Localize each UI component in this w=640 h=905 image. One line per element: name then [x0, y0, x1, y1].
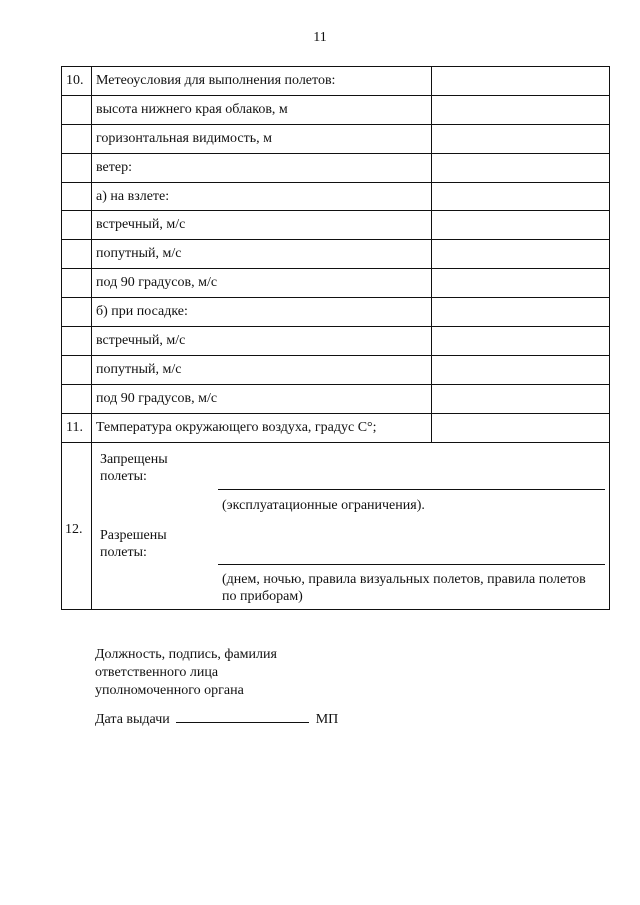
page-number: 11	[313, 30, 327, 45]
value-cell[interactable]	[432, 355, 610, 384]
value-cell[interactable]	[432, 413, 610, 442]
row-label: Метеоусловия для выполнения полетов:	[92, 67, 432, 96]
signature-line-2: ответственного лица	[95, 665, 219, 680]
row-number	[62, 298, 92, 327]
table-row	[62, 211, 610, 240]
row-number	[62, 95, 92, 124]
row-label: ветер:	[92, 153, 432, 182]
forbidden-label-2: полеты:	[100, 468, 147, 484]
row-label: встречный, м/с	[92, 211, 432, 240]
row-label: а) на взлете:	[92, 182, 432, 211]
row-number	[62, 211, 92, 240]
date-label: Дата выдачи	[95, 712, 170, 727]
row-label: под 90 градусов, м/с	[92, 269, 432, 298]
value-cell[interactable]	[432, 211, 610, 240]
value-cell[interactable]	[432, 95, 610, 124]
date-fill-line[interactable]	[176, 710, 309, 723]
row-number: 10.	[62, 67, 92, 96]
row-label: б) при посадке:	[92, 298, 432, 327]
row-number	[62, 153, 92, 182]
row-number	[62, 327, 92, 356]
allowed-label: Разрешены	[100, 527, 167, 543]
value-cell[interactable]	[432, 269, 610, 298]
table-row	[62, 182, 610, 211]
row-number	[62, 240, 92, 269]
table-row-12	[62, 442, 610, 609]
allowed-label-2: полеты:	[100, 544, 147, 560]
table-row	[62, 327, 610, 356]
value-cell[interactable]	[432, 124, 610, 153]
table-row	[62, 67, 610, 96]
row-number	[62, 269, 92, 298]
table-row	[62, 355, 610, 384]
forbidden-note: (эксплуатационные ограничения).	[222, 497, 425, 513]
row-label: высота нижнего края облаков, м	[92, 95, 432, 124]
row-number	[62, 355, 92, 384]
table-row	[62, 298, 610, 327]
row-label: Температура окружающего воздуха, градус С°;	[92, 413, 432, 442]
forbidden-fill-line[interactable]	[218, 489, 605, 490]
allowed-fill-line[interactable]	[218, 564, 605, 565]
meteo-form-table	[61, 66, 610, 610]
allowed-note: (днем, ночью, правила визуальных полетов, правила полетов	[222, 571, 586, 587]
value-cell[interactable]	[432, 298, 610, 327]
forbidden-label: Запрещены	[100, 451, 168, 467]
table-row	[62, 240, 610, 269]
row-number: 12.	[62, 442, 92, 609]
table-row	[62, 413, 610, 442]
row-number	[62, 182, 92, 211]
table-row	[62, 95, 610, 124]
table-row	[62, 384, 610, 413]
table-row	[62, 124, 610, 153]
table-row	[62, 153, 610, 182]
date-block	[95, 710, 338, 729]
signature-line-3: уполномоченного органа	[95, 683, 244, 698]
row-number	[62, 384, 92, 413]
row-number: 11.	[62, 413, 92, 442]
row-label: попутный, м/с	[92, 240, 432, 269]
value-cell[interactable]	[432, 67, 610, 96]
allowed-note-2: по приборам)	[222, 588, 303, 604]
row-12-content	[92, 442, 610, 609]
stamp-label: МП	[315, 712, 339, 727]
row-label: под 90 градусов, м/с	[92, 384, 432, 413]
value-cell[interactable]	[432, 327, 610, 356]
signature-line-1: Должность, подпись, фамилия	[95, 647, 277, 662]
value-cell[interactable]	[432, 384, 610, 413]
signature-block	[95, 646, 277, 700]
row-label: встречный, м/с	[92, 327, 432, 356]
row-number	[62, 124, 92, 153]
value-cell[interactable]	[432, 153, 610, 182]
row-label: горизонтальная видимость, м	[92, 124, 432, 153]
value-cell[interactable]	[432, 182, 610, 211]
value-cell[interactable]	[432, 240, 610, 269]
table-row	[62, 269, 610, 298]
row-label: попутный, м/с	[92, 355, 432, 384]
